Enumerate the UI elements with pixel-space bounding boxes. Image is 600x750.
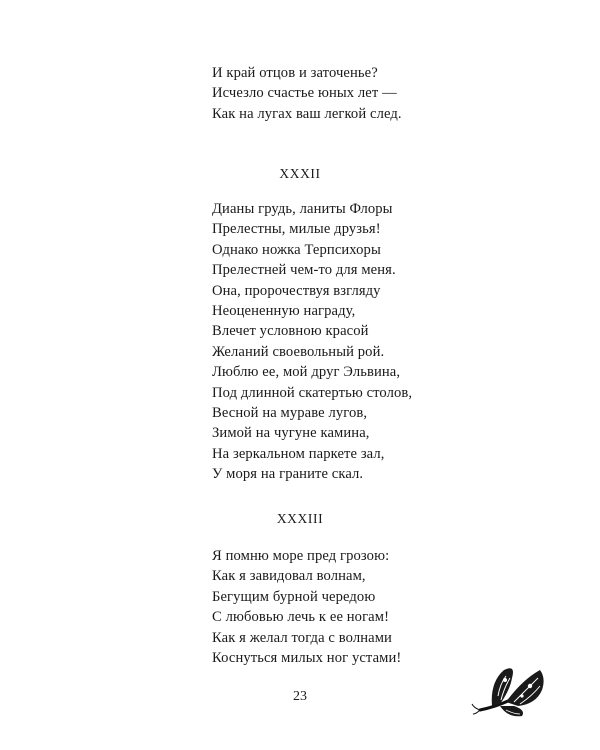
verse-line: Неоцененную награду, xyxy=(212,303,356,320)
verse-line: Влечет условною красой xyxy=(212,323,369,340)
verse-line: На зеркальном паркете зал, xyxy=(212,445,385,462)
verse-line: Как на лугах ваш легкой след. xyxy=(212,105,402,122)
verse-line: Дианы грудь, ланиты Флоры xyxy=(212,201,393,217)
verse-line: И край отцов и заточенье? xyxy=(212,65,378,81)
verse-line: С любовью лечь к ее ногам! xyxy=(212,609,390,626)
verse-line: Прелестны, милые друзья! xyxy=(212,221,381,238)
verse-line: Однако ножка Терпсихоры xyxy=(212,241,381,258)
verse-line: Как я желал тогда с волнами xyxy=(212,629,392,646)
verse-line: Под длинной скатертью столов, xyxy=(212,384,413,401)
verse-line: Прелестней чем-то для меня. xyxy=(212,262,396,279)
verse-line: Весной на мураве лугов, xyxy=(212,405,368,422)
verse-line: Коснуться милых ног устами! xyxy=(212,650,402,667)
verse-line: Как я завидовал волнам, xyxy=(212,568,366,585)
verse-line: У моря на граните скал. xyxy=(212,466,364,483)
stanza-33 xyxy=(212,546,401,668)
stanza-heading-33: XXXIII xyxy=(276,511,324,526)
verse-line: Исчезло счастье юных лет — xyxy=(212,85,397,102)
stanza-heading-32: XXXII xyxy=(279,166,321,181)
page-number: 23 xyxy=(293,689,307,704)
verse-line: Люблю ее, мой друг Эльвина, xyxy=(212,364,401,381)
verse-line: Желаний своевольный рой. xyxy=(212,343,385,360)
stanza-32 xyxy=(212,199,412,485)
verse-line: Бегущим бурной чередою xyxy=(212,588,376,605)
verse-line: Я помню море пред грозою: xyxy=(212,548,390,564)
verse-line: Она, пророчествуя взгляду xyxy=(212,282,381,299)
stanza-top xyxy=(212,63,402,124)
verse-line: Зимой на чугуне камина, xyxy=(212,425,370,442)
